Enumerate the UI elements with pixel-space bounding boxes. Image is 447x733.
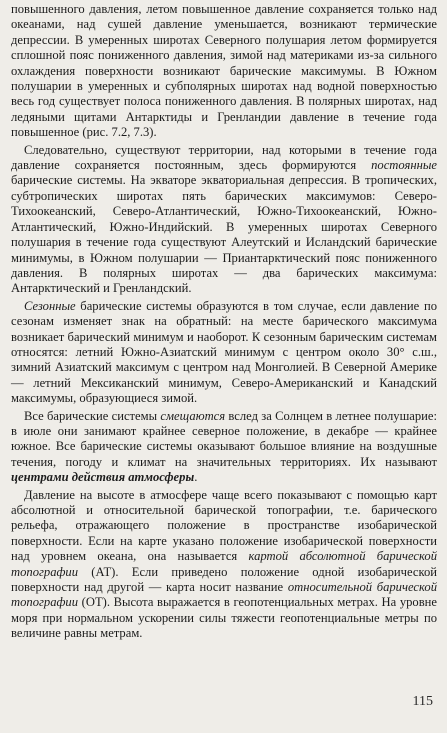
text-run: Давление на высоте в атмосфере чаще всего показывают с помощью карт абсолютной и относительной барической топографии, т.е. барического рельефа, отражающего положение в пространстве изобарической поверхности. Если на карте указано положение изобарической поверхности над уровнем океана, она называется [11,487,437,564]
italic-term: смещаются [160,408,226,423]
text-run: . [194,470,198,485]
text-run: (АТ). Если приведено положение одной изобарической поверхности над другой — карта носит название [11,564,437,595]
italic-term: постоянные [371,158,437,173]
paragraph [11,488,437,642]
text-run: барические системы образуются в том случае, если давление по сезонам изменяет знак на обратный: на месте барического максимума возникает барический минимум и наоборот. К сезонным барическим системам относятся: летний Южно-Азиатский минимум с центром около 30° с.ш., зимний Азиатский максимум с центром над Монголией. В Северной Америке — летний Мексиканский минимум, Северо-Американский и Канадский максимумы, образующиеся зимой. [11,298,437,406]
text-run: вслед за Солнцем в летнее полушарие: в июле они занимают крайнее северное положение, в декабре — крайнее южное. Все барические системы оказывают большое влияние на воздушные течения, погоду и климат на значительных территориях. Их называют [11,408,437,469]
paragraph [11,143,437,297]
text-run: Следовательно, существуют территории, над которыми в течение года давление сохраняется постоянным, здесь формируются [11,142,437,173]
bold-italic-term: центрами действия атмосферы [11,470,195,485]
italic-term: относительной барической топографии [11,580,437,610]
text-run: барические системы. На экваторе экваториальная депрессия. В тропических, субтропических широтах пять барических максимумов: Северо-Тихоокеанский, Северо-Атлантический, Южно-Тихоокеанский, Южно-Атлантический, Южно-Индийский. В умеренных широтах Северного полушария в течение года существуют Алеутский и Исландский барические минимумы, в Южном полушарии — Приантарктический пояс пониженного давления. В полярных широтах — два барических максимума: Антарктический и Гренландский. [11,173,437,296]
paragraph [11,409,437,486]
text-run: Все барические системы [24,408,161,423]
text-run: повышенного давления, летом повышенное давление сохраняется только над океанами, над сушей давление уменьшается, возникают термические депрессии. В умеренных широтах Северного полушария летом формируется сплошной пояс пониженного давления, зимой над материками из-за сильного охлаждения поверхности возникают барические максимумы. В Южном полушарии в умеренных и субполярных широтах над водной поверхностью весь год существует полоса пониженного давления. В полярных широтах, над ледяными щитами Антарктиды и Гренландии давление в течение года повышенное (рис. 7.2, 7.3). [11,2,437,140]
page-number: 115 [412,694,433,709]
italic-term: Сезонные [24,298,76,313]
italic-term: картой абсолютной барической топографии [11,549,437,579]
page-text-body [11,2,437,642]
paragraph [11,299,437,407]
paragraph [11,2,437,141]
text-run: (ОТ). Высота выражается в геопотенциальных метрах. На уровне моря при нормальном ускорении силы тяжести геопотенциальные метры по величине равны метрам. [11,595,437,641]
